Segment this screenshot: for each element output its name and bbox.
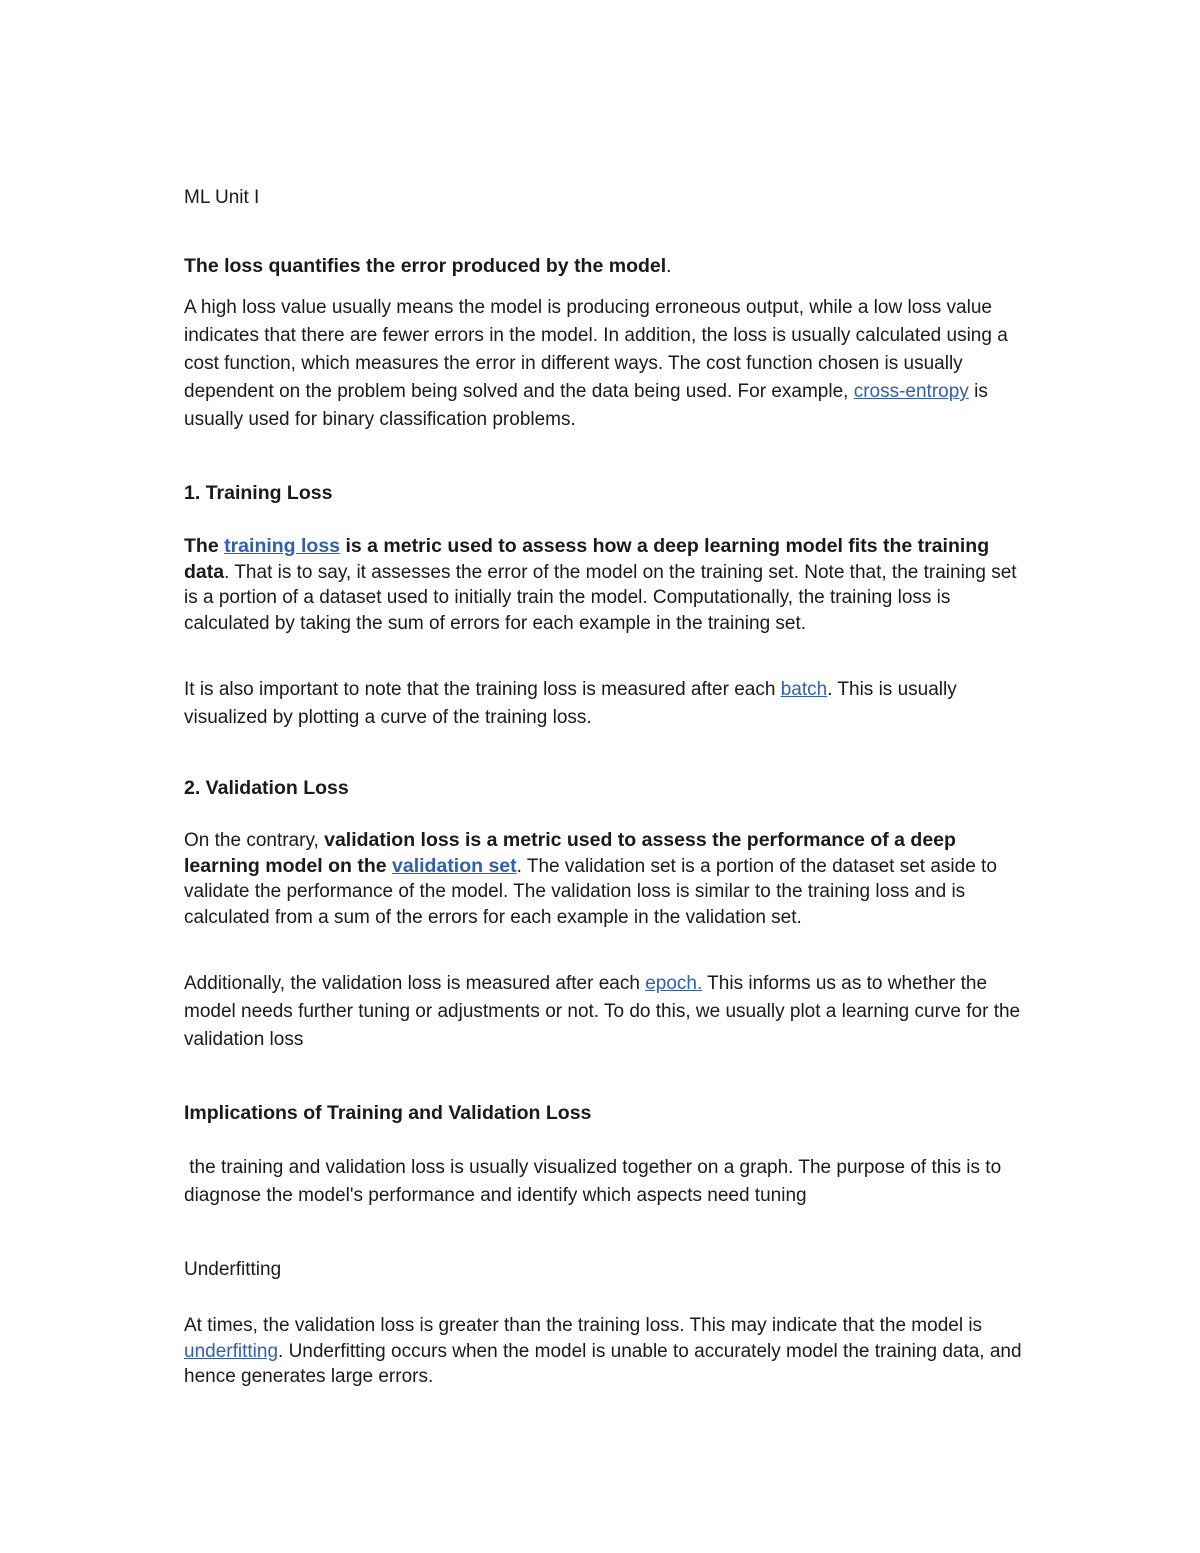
intro-lead <box>184 252 1024 280</box>
implications-paragraph <box>184 1154 1024 1210</box>
underfitting-link[interactable]: underfitting <box>184 1340 279 1362</box>
implications-text: the training and validation loss is usually visualized together on a graph. The purpose of this is to diagnose the model's performance and identify which aspects need tuning <box>184 1157 1007 1206</box>
implications-heading-text: Implications of Training and Validation Loss <box>184 1102 592 1124</box>
training-paragraph-2 <box>184 676 1024 732</box>
validation-paragraph-1 <box>184 828 1024 930</box>
intro-lead-tail: . <box>666 255 672 277</box>
training-heading-text: 1. Training Loss <box>184 482 333 504</box>
underfitting-paragraph <box>184 1313 1024 1390</box>
training-p2-after: . This is usually visualized by plotting a curve of the training loss. <box>184 679 957 728</box>
implications-heading <box>184 1099 1024 1127</box>
intro-text-b: is usually used for binary classification problems. <box>184 381 988 430</box>
training-p1-rest: . That is to say, it assesses the error of the model on the training set. Note that, the training set is a portion of a dataset used to initially train the model. Computationally, the training loss is calculated by taking the sum of errors for each example in the training set. <box>184 561 1017 634</box>
header-text: ML Unit I <box>184 187 260 208</box>
validation-loss-heading <box>184 774 1024 802</box>
underfitting-p-before: At times, the validation loss is greater than the training loss. This may indicate that the model is <box>184 1315 983 1336</box>
validation-paragraph-2 <box>184 970 1024 1054</box>
validation-p1-rest: . The validation set is a portion of the dataset set aside to validate the performance of the model. The validation loss is similar to the training loss and is calculated from a sum of the errors for each example in the validation set. <box>184 855 997 928</box>
intro-lead-bold: The loss quantifies the error produced by the model <box>184 255 667 277</box>
validation-heading-text: 2. Validation Loss <box>184 777 349 799</box>
training-p2-before: It is also important to note that the training loss is measured after each <box>184 679 781 700</box>
training-paragraph-1 <box>184 534 1024 636</box>
training-loss-heading <box>184 479 1024 507</box>
validation-p2-after: This informs us as to whether the model needs further tuning or adjustments or not. To do this, we usually plot a learning curve for the validation loss <box>184 973 1021 1050</box>
document-page <box>184 0 1024 1553</box>
underfitting-heading <box>184 1256 1024 1284</box>
intro-paragraph <box>184 294 1024 434</box>
underfitting-heading-text: Underfitting <box>184 1259 282 1280</box>
cross-entropy-link[interactable]: cross-entropy <box>853 381 969 402</box>
document-header <box>184 184 1024 212</box>
training-p1-bold-a: The <box>184 535 225 557</box>
training-loss-link[interactable]: training loss <box>224 535 341 557</box>
validation-p2-before: Additionally, the validation loss is measured after each <box>184 973 646 994</box>
validation-p1-bold: validation loss is a metric used to assess the performance of a deep learning model on the <box>184 829 956 877</box>
underfitting-p-after: . Underfitting occurs when the model is unable to accurately model the training data, and hence generates large errors. <box>184 1340 1022 1387</box>
intro-text-a: A high loss value usually means the model is producing erroneous output, while a low loss value indicates that there are fewer errors in the model. In addition, the loss is usually calculated using a cost function, which measures the error in different ways. The cost function chosen is usually dependent on the problem being solved and the data being used. For example, <box>184 297 1008 402</box>
batch-link[interactable]: batch <box>780 679 828 700</box>
validation-p1-plain: On the contrary, <box>184 830 325 851</box>
epoch-link[interactable]: epoch. <box>645 973 703 994</box>
validation-set-link[interactable]: validation set <box>392 854 517 877</box>
training-p1-bold-b: is a metric used to assess how a deep learning model fits the training data <box>184 535 990 583</box>
